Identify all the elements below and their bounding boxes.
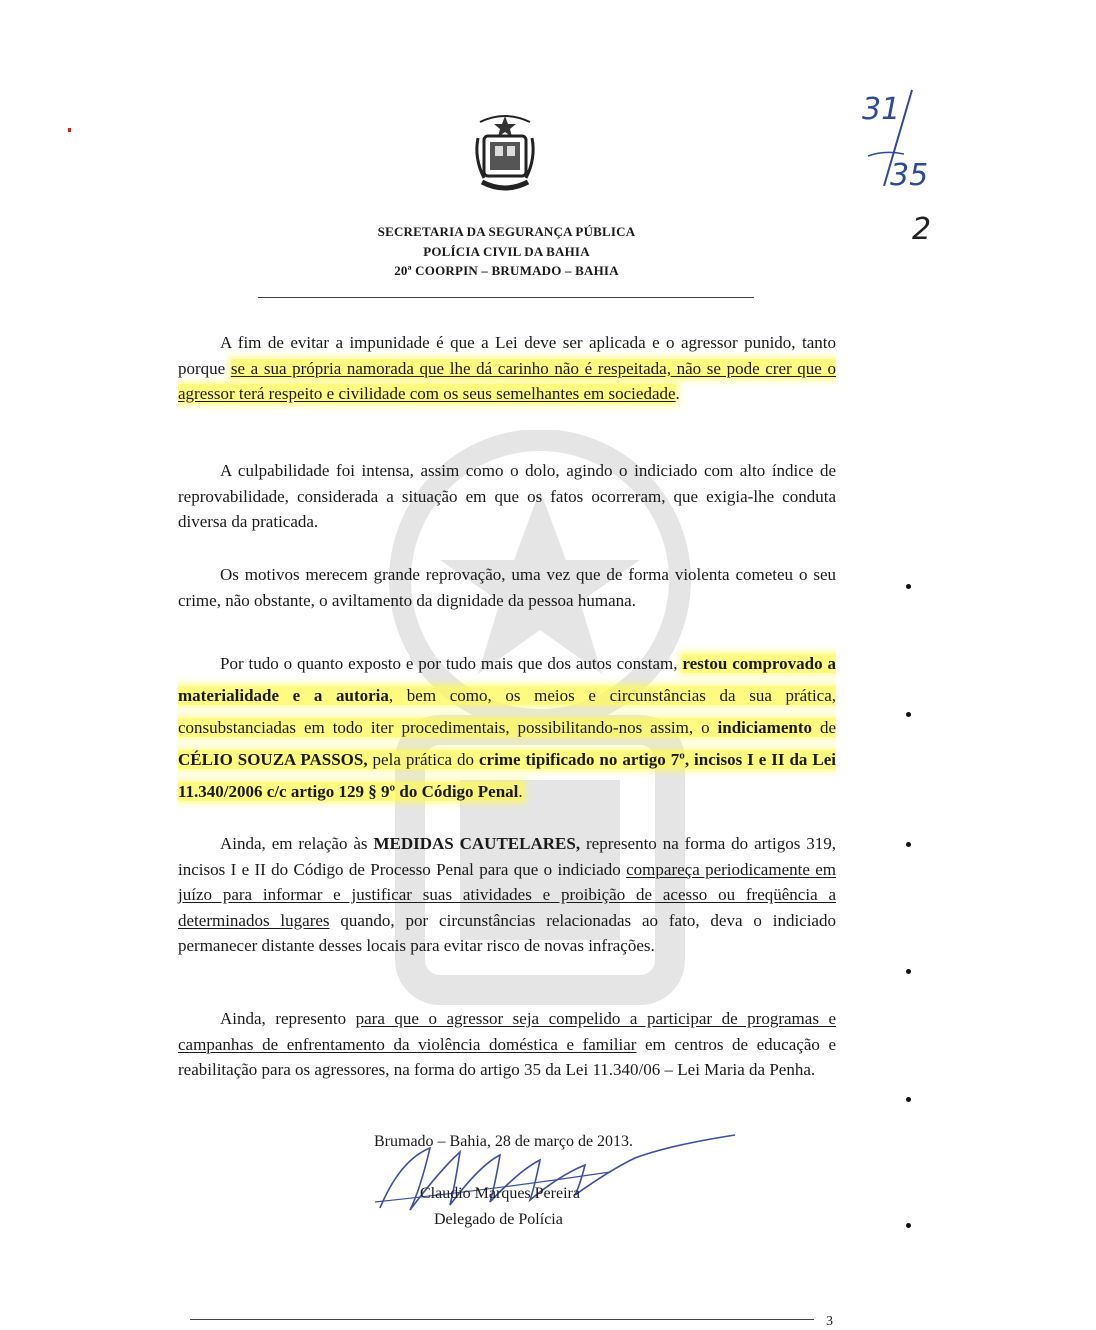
signatory-role: Delegado de Polícia <box>434 1211 563 1228</box>
p4-bold-restou: restou comprovado a materialidade e a autoria <box>178 654 836 705</box>
p4-text-end: . <box>518 782 523 801</box>
margin-dot <box>906 712 911 717</box>
p4-text-pratica: pela prática do <box>367 750 480 769</box>
p4-bold-indiciamento: indiciamento <box>717 718 812 737</box>
p5-bold-medidas: MEDIDAS CAUTELARES, <box>373 834 581 853</box>
p1-highlighted-text: se a sua própria namorada que lhe dá carinho não é respeitada, não se pode crer que o agressor terá respeito e civilidade com os seus semelhantes em sociedade <box>178 358 836 403</box>
paragraph-culpabilidade <box>178 458 836 535</box>
handwritten-folio-number: 31 <box>862 92 901 127</box>
margin-dot <box>906 969 911 974</box>
p1-text-c: . <box>675 384 680 403</box>
header-divider <box>258 297 754 298</box>
footer-divider <box>190 1319 814 1320</box>
p2-text: A culpabilidade foi intensa, assim como o dolo, agindo o indiciado com alto índice de reprovabilidade, considerada a situação em que os fatos ocorreram, que exigia-lhe conduta diversa da praticada. <box>178 461 836 531</box>
header-line-coorpin: 20ª COORPIN – BRUMADO – BAHIA <box>394 263 619 278</box>
handwritten-page-number: 35 <box>890 158 929 193</box>
p6-underlined-text: para que o agressor seja compelido a participar de programas e campanhas de enfrentamento da violência doméstica e familiar <box>178 1009 836 1054</box>
paragraph-impunidade <box>178 330 836 407</box>
margin-dot <box>906 1097 911 1102</box>
p5-text-a: Ainda, em relação às <box>220 834 374 853</box>
p5-underlined-text: compareça periodicamente em juízo para informar e justificar suas atividades e proibição de acesso ou freqüência a determinados lugares <box>178 859 836 930</box>
p4-bold-crime: crime tipificado no artigo 7º, incisos I e II da Lei 11.340/2006 c/c artigo 129 § 9º do Código Penal <box>178 750 836 801</box>
p3-text: Os motivos merecem grande reprovação, uma vez que de forma violenta cometeu o seu crime, não obstante, o aviltamento da dignidade da pessoa humana. <box>178 565 836 610</box>
p5-text-c: represento na forma do artigos 319, incisos I e II do Código de Processo Penal para que o indiciado <box>178 834 836 879</box>
margin-dot <box>906 842 911 847</box>
paragraph-conclusao <box>178 648 836 808</box>
p5-text-e: quando, por circunstâncias relacionadas ao fato, deva o indiciado permanecer distante desses locais para evitar risco de novas infrações. <box>178 910 836 955</box>
p6-text-a: Ainda, represento <box>220 1009 356 1028</box>
paragraph-programas <box>178 1006 836 1083</box>
margin-dot <box>906 1223 911 1228</box>
margin-dot <box>906 584 911 589</box>
paragraph-medidas-cautelares <box>178 831 836 959</box>
p1-text-a: A fim de evitar a impunidade é que a Lei deve ser aplicada e o agressor punido, tanto porque <box>178 333 836 378</box>
handwritten-stroke <box>864 86 924 201</box>
header-line-policia: POLÍCIA CIVIL DA BAHIA <box>423 244 590 259</box>
page-number: 3 <box>826 1314 833 1329</box>
p6-text-c: em centros de educação e reabilitação para os agressores, na forma do artigo 35 da Lei 11.340/06 – Lei Maria da Penha. <box>178 1034 836 1079</box>
p4-text-a: Por tudo o quanto exposto e por tudo mais que dos autos constam, <box>220 654 683 673</box>
p4-text-meios: , bem como, os meios e circunstâncias da sua prática, consubstanciadas em todo iter procedimentais, possibilitando-nos assim, o <box>178 686 837 737</box>
signatory-name: Claudio Marques Pereira <box>420 1185 580 1202</box>
place-date: Brumado – Bahia, 28 de março de 2013. <box>374 1133 634 1150</box>
handwritten-mark: 2 <box>912 212 932 247</box>
p4-bold-name: CÉLIO SOUZA PASSOS, <box>178 750 368 769</box>
scan-speck <box>68 128 71 132</box>
coat-of-arms-emblem <box>470 108 540 198</box>
header-line-secretaria: SECRETARIA DA SEGURANÇA PÚBLICA <box>377 224 636 239</box>
p4-text-de: de <box>812 718 836 737</box>
paragraph-motivos <box>178 562 836 613</box>
